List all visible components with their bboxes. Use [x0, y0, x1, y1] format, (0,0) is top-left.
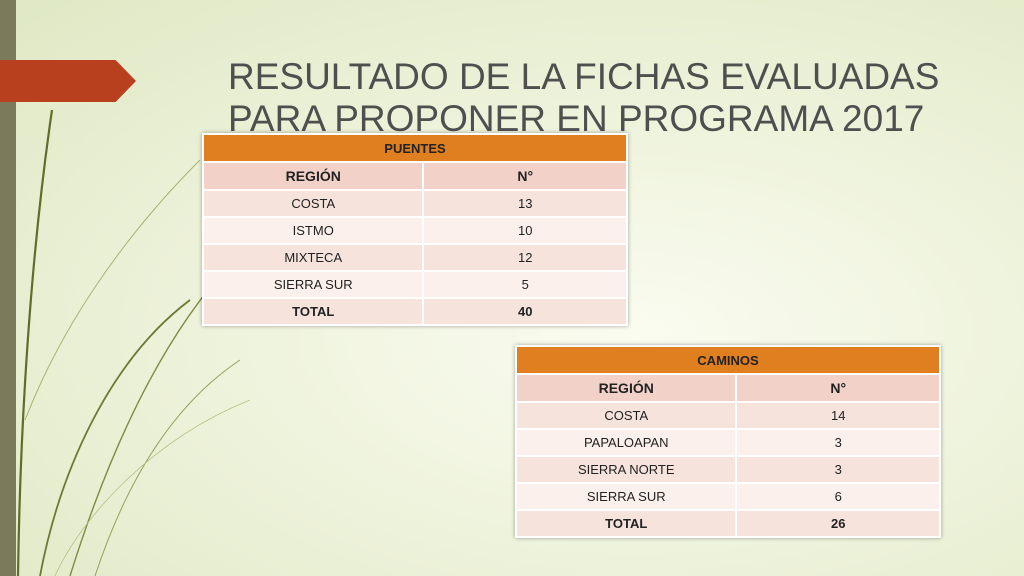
slide-title: RESULTADO DE LA FICHAS EVALUADAS PARA PROPONER EN PROGRAMA 2017	[228, 56, 940, 132]
table-row	[203, 217, 627, 244]
number-cell: 10	[423, 217, 627, 244]
puentes-table	[202, 133, 628, 326]
table-heading: PUENTES	[203, 134, 627, 162]
table-row	[516, 429, 940, 456]
region-cell: MIXTECA	[203, 244, 423, 271]
table-row	[516, 402, 940, 429]
number-cell: 14	[736, 402, 940, 429]
column-header-region: REGIÓN	[203, 162, 423, 190]
region-cell: SIERRA NORTE	[516, 456, 736, 483]
region-cell: COSTA	[203, 190, 423, 217]
table-row	[203, 271, 627, 298]
table-row	[203, 244, 627, 271]
number-cell: 6	[736, 483, 940, 510]
total-label: TOTAL	[203, 298, 423, 325]
table-row	[203, 190, 627, 217]
title-arrow-accent	[0, 60, 136, 102]
table-row	[516, 456, 940, 483]
region-cell: SIERRA SUR	[516, 483, 736, 510]
region-cell: PAPALOAPAN	[516, 429, 736, 456]
caminos-table	[515, 345, 941, 538]
total-value: 40	[423, 298, 627, 325]
total-row	[516, 510, 940, 537]
total-row	[203, 298, 627, 325]
column-header-number: N°	[423, 162, 627, 190]
total-label: TOTAL	[516, 510, 736, 537]
number-cell: 3	[736, 429, 940, 456]
number-cell: 5	[423, 271, 627, 298]
region-cell: COSTA	[516, 402, 736, 429]
number-cell: 13	[423, 190, 627, 217]
region-cell: ISTMO	[203, 217, 423, 244]
region-cell: SIERRA SUR	[203, 271, 423, 298]
total-value: 26	[736, 510, 940, 537]
column-header-region: REGIÓN	[516, 374, 736, 402]
table-heading: CAMINOS	[516, 346, 940, 374]
number-cell: 12	[423, 244, 627, 271]
table-row	[516, 483, 940, 510]
column-header-number: N°	[736, 374, 940, 402]
number-cell: 3	[736, 456, 940, 483]
